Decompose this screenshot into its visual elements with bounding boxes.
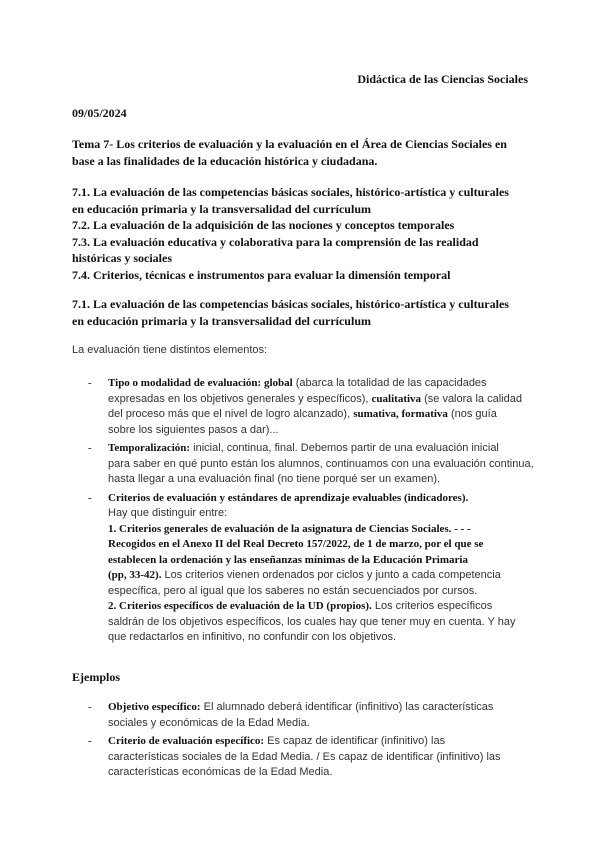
- table-of-contents: [72, 184, 528, 283]
- separator: ,: [395, 408, 402, 420]
- bold-term: formativa: [401, 408, 448, 420]
- toc-line: 7.2. La evaluación de la adquisición de las nociones y conceptos temporales: [72, 218, 455, 232]
- toc-line: históricas y sociales: [72, 251, 172, 265]
- bold-term: Criterios de evaluación y estándares de aprendizaje evaluables (indicadores).: [108, 491, 469, 504]
- example-objetivo: [72, 700, 532, 731]
- bold-term: Recogidos en el Anexo II del Real Decreto 157/2022, de 1 de marzo, por el que se: [108, 538, 484, 550]
- list-bullet: -: [88, 491, 92, 504]
- list-bullet: -: [88, 701, 92, 713]
- item-text: Los criterios específicos: [371, 600, 493, 612]
- toc-line: 7.3. La evaluación educativa y colaborativa para la comprensión de las realidad: [72, 234, 479, 249]
- item-text: que redactarlos en infinitivo, no confundir con los objetivos.: [108, 631, 397, 643]
- examples-heading: Ejemplos: [72, 670, 120, 684]
- list-bullet: -: [88, 377, 92, 389]
- item-text: Los criterios vienen ordenados por ciclos y junto a cada competencia: [161, 569, 501, 581]
- toc-line: en educación primaria y la transversalidad del currículum: [72, 201, 371, 216]
- item-text: (se valora la calidad: [421, 392, 522, 405]
- document-date: 09/05/2024: [72, 106, 127, 120]
- item-text: características sociales de la Edad Media. / Es capaz de identificar (infinitivo) las: [108, 750, 501, 763]
- elements-list: [72, 376, 532, 646]
- bold-term: cualitativa: [371, 392, 422, 405]
- item-text: expresadas en los objetivos generales y específicos),: [108, 392, 372, 405]
- bold-term: establecen la ordenación y las enseñanzas mínimas de la Educación Primaria: [108, 553, 468, 566]
- bold-term: Temporalización:: [108, 442, 191, 454]
- bold-term: 1. Criterios generales de evaluación de la asignatura de Ciencias Sociales. - - -: [108, 522, 471, 535]
- section-heading-line: en educación primaria y la transversalidad del currículum: [72, 313, 371, 328]
- item-text: características económicas de la Edad Media.: [108, 766, 333, 778]
- item-text: para saber en qué punto están los alumnos, continuamos con una evaluación continua,: [108, 457, 534, 470]
- item-text: específica, pero al igual que los saberes no están secuenciados por cursos.: [108, 584, 478, 597]
- intro-paragraph: La evaluación tiene distintos elementos:: [72, 344, 268, 356]
- item-text: del proceso más que el nivel de logro alcanzado),: [108, 408, 354, 420]
- bold-term: Tipo o modalidad de evaluación: global: [108, 377, 293, 389]
- bold-term: Criterio de evaluación específico:: [108, 735, 265, 747]
- item-text: sobre los siguientes pasos a dar)...: [108, 423, 279, 436]
- example-criterio: [72, 734, 532, 781]
- list-bullet: -: [88, 735, 92, 747]
- bold-term: sumativa: [353, 408, 396, 420]
- item-text: Hay que distinguir entre:: [108, 507, 228, 519]
- header-subject: Didáctica de las Ciencias Sociales: [357, 72, 528, 86]
- bold-term: Objetivo específico:: [108, 701, 201, 713]
- item-text: (abarca la totalidad de las capacidades: [292, 377, 487, 389]
- item-text: hasta llegar a una evaluación final (no tiene porqué ser un examen).: [108, 473, 441, 485]
- item-text: saldrán de los objetivos específicos, los cuales hay que tener muy en cuenta. Y hay: [108, 615, 516, 628]
- toc-line: 7.1. La evaluación de las competencias básicas sociales, histórico-artística y culturales: [72, 185, 509, 199]
- item-text: (nos guía: [447, 408, 497, 420]
- list-bullet: -: [88, 442, 92, 454]
- examples-list: [72, 700, 532, 781]
- list-item-temporalizacion: [72, 441, 532, 488]
- list-item-criterios: [72, 491, 532, 646]
- item-text: sociales y económicas de la Edad Media.: [108, 716, 310, 729]
- topic-title: [72, 136, 528, 169]
- toc-line: 7.4. Criterios, técnicas e instrumentos para evaluar la dimensión temporal: [72, 267, 451, 282]
- section-heading-line: 7.1. La evaluación de las competencias básicas sociales, histórico-artística y culturales: [72, 297, 509, 311]
- bold-term: 2. Criterios específicos de evaluación de la UD (propios).: [108, 600, 372, 612]
- topic-title-line: Tema 7- Los criterios de evaluación y la evaluación en el Área de Ciencias Sociales en: [72, 137, 507, 151]
- item-text: Es capaz de identificar (infinitivo) las: [264, 735, 446, 747]
- item-text: El alumnado deberá identificar (infinitivo) las características: [200, 701, 494, 713]
- list-item-tipo: [72, 376, 532, 438]
- item-text: inicial, continua, final. Debemos partir de una evaluación inicial: [190, 442, 499, 454]
- bold-term: (pp, 33-42).: [108, 569, 162, 581]
- topic-title-line: base a las finalidades de la educación histórica y ciudadana.: [72, 153, 378, 168]
- section-heading: [72, 296, 528, 329]
